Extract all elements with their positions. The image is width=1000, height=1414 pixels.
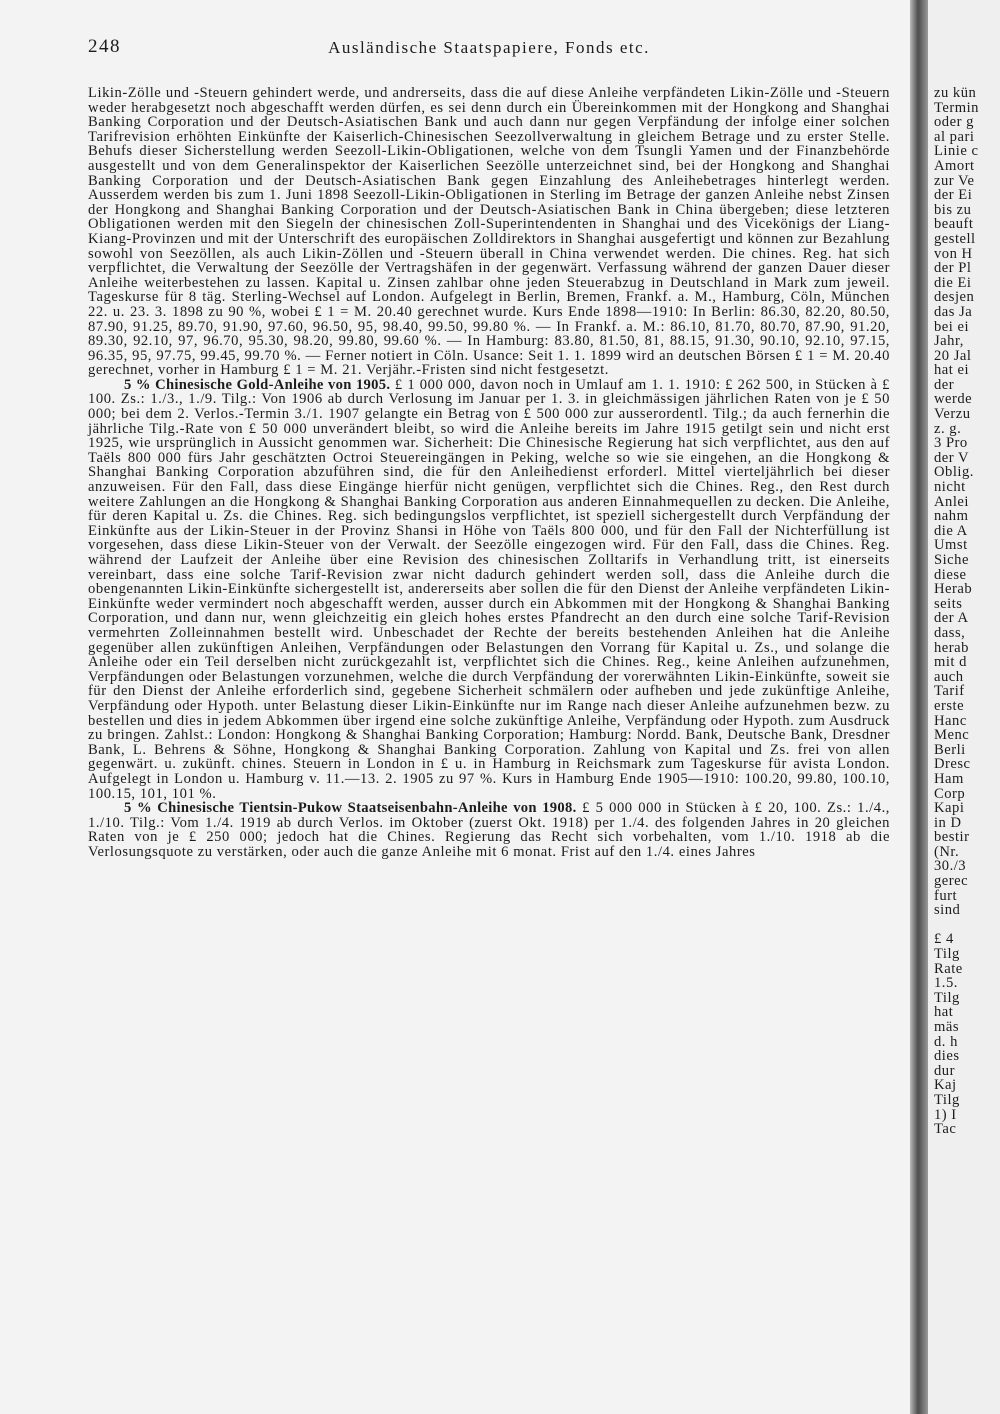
adjacent-page-line: bis zu	[934, 201, 972, 218]
adjacent-page-line: zu kün	[934, 85, 977, 101]
adjacent-page-text	[934, 86, 1000, 1137]
adjacent-page-line: Ham	[934, 770, 964, 787]
adjacent-page-line: hat	[934, 1004, 954, 1021]
adjacent-page-line: hat ei	[934, 362, 970, 379]
adjacent-page-line: Tarif	[934, 683, 965, 700]
adjacent-page-line: seits	[934, 595, 963, 612]
paragraph-likin-continuation	[88, 86, 890, 378]
adjacent-page-line: £ 4	[934, 931, 954, 948]
adjacent-page-line: Tilg	[934, 1091, 960, 1108]
adjacent-page-line: Rate	[934, 960, 963, 977]
adjacent-page-line: werde	[934, 391, 973, 408]
body-text	[88, 86, 890, 859]
adjacent-page-line: Berli	[934, 741, 966, 758]
adjacent-page-line: zur Ve	[934, 172, 975, 189]
paragraph-text: Likin-Zölle und -Steuern gehindert werde, und andrerseits, dass die auf diese Anleihe verpfändeten Likin-Zölle und -Steuern weder herabgesetzt noch abgeschafft werden dürfen, es sei denn durch ein Übereinkommen mit der Hongkong and Shanghai Banking Corporation und der Deutsch-Asiatischen Bank und auch dann nur gegen Verpfändung der infolge einer solchen Tarifrevision erhöhten Einkünfte der Kaiserlich-Chinesischen Seezollverwaltung in gleichem Betrage und zu erster Stelle. Behufs dieser Sicherstellung werden Seezoll-Likin-Obligationen, welche von dem Tsungli Yamen und der Finanzbehörde ausgestellt und von dem Generalinspektor der Kaiserlichen Seezölle unterzeichnet sind, bei der Hongkong and Shanghai Banking Corporation und der Deutsch-Asiatischen Bank gegen Einzahlung des Anleihebetrages hinterlegt werden. Ausserdem werden bis zum 1. Juni 1898 Seezoll-Likin-Obligationen in Sterling im Betrage der ganzen Anleihe nebst Zinsen der Hongkong and Shanghai Banking Corporation und der Deutsch-Asiatischen Bank in China übergeben; diese letzteren Obligationen werden mit den Siegeln der chinesischen Zoll-Superintendenten in Shanghai und des Vicekönigs der Liang-Kiang-Provinzen und mit der Unterschrift des europäischen Zolldirektors in Shanghai ausgefertigt und können zur Bezahlung sowohl von Seezöllen, als auch Likin-Zöllen und -Steuern überall in China verwendet werden. Die chines. Reg. hat sich verpflichtet, die Verwaltung der Seezölle der Vertragshäfen in der gegenwärt. Verfassung während der ganzen Dauer dieser Anleihe weiterbestehen zu lassen. Kapital u. Zinsen zahlbar ohne jeden Steuerabzug in Deutschland in Mark zum jeweil. Tageskurse für 8 täg. Sterling-Wechsel auf London. Aufgelegt in Berlin, Bremen, Frankf. a. M., Hamburg, Cöln, München 22. u. 23. 3. 1898 zu 90 %, wobei £ 1 = M. 20.40 gerechnet wurde. Kurs Ende 1898—1910: In Berlin: 86.30, 82.20, 80.50, 87.90, 91.25, 89.70, 91.90, 97.60, 96.50, 95, 98.40, 99.50, 99.80 %. — In Frankf. a. M.: 86.10, 81.70, 80.70, 87.90, 91.20, 89.30, 92.10, 97, 96.70, 95.30, 98.20, 99.80, 99.60 %. — In Hamburg: 83.80, 81.50, 81, 88.15, 91.30, 90.10, 92.10, 97.15, 96.35, 95, 97.75, 99.45, 99.70 %. — Ferner notiert in Cöln. Usance: Seit 1. 1. 1899 wird an deutschen Börsen £ 1 = M. 20.40 gerechnet, vorher in Hamburg £ 1 = M. 21. Verjähr.-Fristen sind nicht festgesetzt.	[88, 85, 890, 379]
adjacent-page-line: Amort	[934, 157, 975, 174]
running-title: Ausländische Staatspapiere, Fonds etc.	[328, 38, 650, 57]
adjacent-page-line: Menc	[934, 727, 970, 744]
adjacent-page-line: gerec	[934, 873, 969, 890]
adjacent-page-line: die A	[934, 522, 968, 539]
adjacent-page-line: der V	[934, 449, 970, 466]
adjacent-page-line: diese	[934, 566, 967, 583]
adjacent-page-line: der	[934, 376, 955, 393]
adjacent-page-line: Kaj	[934, 1077, 957, 1094]
paragraph-text: £ 5 000 000 in Stücken à £ 20, 100. Zs.: 1./4., 1./10. Tilg.: Vom 1./4. 1919 ab durch Verlos. im Oktober (zuerst Okt. 1918) per 1./4. des folgenden Jahres in 20 gleichen Raten von je £ 250 000; jedoch hat die Chines. Regierung das Recht sich vorbehalten, vom 1./10. 1918 ab die Verlosungsquote zu verstärken, oder auch die ganze Anleihe mit 6 monat. Frist auf den 1./4. eines Jahres	[88, 800, 890, 860]
page-number: 248	[88, 36, 121, 57]
adjacent-page-line: 3 Pro	[934, 435, 968, 452]
adjacent-page-line: Dresc	[934, 756, 971, 773]
paragraph-tientsin-pukow-loan-1908	[88, 801, 890, 859]
adjacent-page-line: Termin	[934, 99, 979, 116]
adjacent-page-line: dass,	[934, 624, 966, 641]
adjacent-page-line: 30./3	[934, 858, 967, 875]
adjacent-page-line: der Pl	[934, 260, 972, 277]
adjacent-page-line: mäs	[934, 1019, 960, 1035]
adjacent-page-line: nahm	[934, 508, 969, 525]
adjacent-page-line: 20 Jal	[934, 347, 972, 364]
adjacent-page-line: z. g.	[934, 420, 962, 437]
adjacent-page-line: erste	[934, 697, 965, 714]
adjacent-page-line: Siche	[934, 552, 969, 568]
adjacent-page-line: Tac	[934, 1121, 957, 1138]
adjacent-page-line: Tilg	[934, 946, 960, 963]
adjacent-page-line: bei ei	[934, 318, 970, 335]
adjacent-page-line: in D	[934, 814, 962, 831]
adjacent-page-line: Tilg	[934, 989, 960, 1006]
adjacent-page-line: oder g	[934, 114, 974, 131]
adjacent-page-line: furt	[934, 887, 958, 904]
adjacent-page-line: Hanc	[934, 712, 967, 729]
adjacent-page-line: (Nr.	[934, 843, 960, 860]
section-title: 5 % Chinesische Tientsin-Pukow Staatseisenbahn-Anleihe von 1908.	[124, 800, 577, 817]
adjacent-page-line: von H	[934, 245, 973, 262]
adjacent-page-line: dur	[934, 1062, 955, 1079]
adjacent-page-line: Oblig.	[934, 464, 974, 481]
adjacent-page	[928, 0, 1000, 1414]
adjacent-page-line: sind	[934, 902, 961, 919]
adjacent-page-line: Umst	[934, 537, 968, 554]
adjacent-page-line: 1) I	[934, 1106, 957, 1123]
adjacent-page-line: d. h	[934, 1033, 958, 1050]
adjacent-page-line: al pari	[934, 128, 975, 145]
adjacent-page-line: auch	[934, 668, 964, 685]
adjacent-page-line: das Ja	[934, 303, 973, 320]
adjacent-page-line: Anlei	[934, 493, 969, 510]
adjacent-page-line: Jahr,	[934, 333, 964, 350]
adjacent-page-line: desjen	[934, 289, 975, 306]
adjacent-page-line: herab	[934, 639, 969, 656]
adjacent-page-line: Kapi	[934, 800, 965, 817]
adjacent-page-line: der A	[934, 610, 969, 627]
page-header	[88, 36, 890, 66]
adjacent-page-line: die Ei	[934, 274, 972, 291]
adjacent-page-line: Verzu	[934, 406, 971, 423]
adjacent-page-line: der Ei	[934, 187, 973, 204]
adjacent-page-line: Corp	[934, 785, 966, 802]
paragraph-text: £ 1 000 000, davon noch in Umlauf am 1. 1. 1910: £ 262 500, in Stücken à £ 100. Zs.: 1./3., 1./9. Tilg.: Von 1906 ab durch Verlosung im Januar per 1. 3. in gleichmässigen jährlichen Raten von je £ 50 000; bei dem 2. Verlos.-Termin 3./1. 1907 gelangte ein Betrag von £ 500 000 zur ausserordentl. Tilg.; da auch fernerhin die jährliche Tilg.-Rate von £ 50 000 unverändert bleibt, so wird die Anleihe bereits im Jahre 1915 getilgt sein und nicht erst 1925, wie ursprünglich in Aussicht genommen war. Sicherheit: Die Chinesische Regierung hat sich verpflichtet, aus den auf Taëls 800 000 fürs Jahr geschätzten Octroi Steuereingängen in Peking, welche so wie sie eingehen, an die Hongkong & Shanghai Banking Corporation abzuführen sind, die für den Anleihedienst erforderl. Mittel vierteljährlich bei dieser anzuweisen. Für den Fall, dass diese Eingänge hierfür nicht genügen, verpflichtet sich die Chines. Reg., den Rest durch weitere Zahlungen an die Hongkong & Shanghai Banking Corporation aus anderen Einnahmequellen zu decken. Die Anleihe, für deren Kapital u. Zs. die Chines. Reg. sich bedingungslos verpflichtet, ist speziell sichergestellt durch Verpfändung der Einkünfte aus der Likin-Steuer in der Provinz Shansi in Höhe von Taëls 800 000, und für den Fall der Nichterfüllung ist vorgesehen, dass diese Likin-Steuer von der Verwalt. der Seezölle eingezogen wird. Für den Fall, dass die Chines. Reg. während der Laufzeit der Anleihe über eine Revision des chinesischen Zolltarifs in Verhandlung tritt, ist einerseits vereinbart, dass eine solche Tarif-Revision zwar nicht dadurch gehindert werden soll, dass die Anleihe durch die obengenannten Likin-Einkünfte sichergestellt ist, andererseits aber sollen die für den Dienst der Anleihe verpfändeten Likin-Einkünfte weder vermindert noch abgeschafft werden, ausser durch ein Abkommen mit der Hongkong & Shanghai Banking Corporation, und dann nur, wenn gleichzeitig ein gleich hohes erstes Pfandrecht an den durch eine solche Tarif-Revision vermehrten Zolleinnahmen bestellt wird. Unbeschadet der Rechte der bereits bestehenden Anleihen hat die Anleihe gegenüber allen zukünftigen Anleihen, Verpfändungen oder Belastungen den Vorrang für Kapital u. Zs., und solange die Anleihe oder ein Teil derselben nicht zurückgezahlt ist, verpflichtet sich die Chines. Reg., keine Anleihen aufzunehmen, Verpfändungen oder Belastungen vorzunehmen, welche die durch Verpfändung der vorerwähnten Likin-Einkünfte, soweit sie für den Dienst der Anleihe erforderlich sind, gegebene Sicherheit schmälern oder aufheben und jede zukünftige Anleihe, Verpfändung oder Hypoth. unter Belastung dieser Likin-Einkünfte nur im Range nach dieser Anleihe aufzunehmen bezw. zu bestellen und dies in jedem Abkommen über irgend eine solche zukünftige Anleihe, Verpfändung oder Hypoth. zum Ausdruck zu bringen. Zahlst.: London: Hongkong & Shanghai Banking Corporation; Hamburg: Nordd. Bank, Deutsche Bank, Dresdner Bank, L. Behrens & Söhne, Hongkong & Shanghai Banking Corporation. Zahlung von Kapital und Zs. frei von allen gegenwärt. u. zukünft. chines. Steuern in London in £ u. in Hamburg in Reichsmark zum Tageskurse für avista London. Aufgelegt in London u. Hamburg v. 11.—13. 2. 1905 zu 97 %. Kurs in Hamburg Ende 1905—1910: 100.20, 99.80, 100.10, 100.15, 101, 101 %.	[88, 376, 890, 802]
adjacent-page-line: 1.5.	[934, 975, 958, 992]
adjacent-page-line: gestell	[934, 230, 976, 247]
adjacent-page-line: mit d	[934, 654, 967, 671]
adjacent-page-line: Linie c	[934, 143, 979, 160]
section-title: 5 % Chinesische Gold-Anleihe von 1905.	[124, 376, 391, 393]
adjacent-page-line: beauft	[934, 216, 974, 233]
adjacent-page-line: nicht	[934, 479, 966, 496]
adjacent-page-line: dies	[934, 1048, 960, 1065]
adjacent-page-line: Herab	[934, 581, 973, 598]
adjacent-page-line: bestir	[934, 829, 970, 846]
adjacent-page-line	[934, 918, 1000, 933]
paragraph-gold-loan-1905	[88, 378, 890, 801]
book-gutter	[910, 0, 928, 1414]
